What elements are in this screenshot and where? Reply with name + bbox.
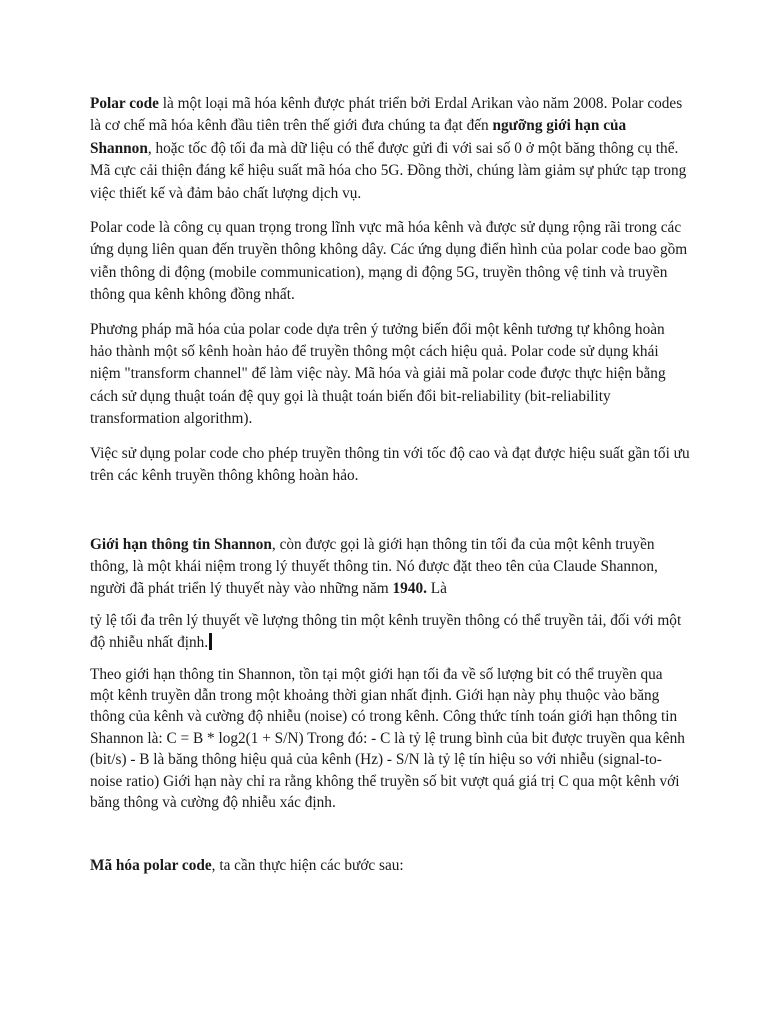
paragraph-polar-code-intro	[90, 93, 690, 205]
paragraph-text: tỷ lệ tối đa trên lý thuyết về lượng thông tin một kênh truyền thông có thể truyền tải, đối với một độ nhiễu nhất định.	[90, 611, 682, 652]
paragraph-text: , ta cần thực hiện các bước sau:	[211, 857, 404, 875]
paragraph-text: , hoặc tốc độ tối đa mà dữ liệu có thể được gửi đi với sai số 0 ở một băng thông cụ thể. Mã cực cải thiện đáng kể hiệu suất mã hóa cho 5G. Đồng thời, chúng làm giảm sự phức tạp trong việc thiết kế và đảm bảo chất lượng dịch vụ.	[90, 139, 687, 202]
paragraph-polar-code-applications: Polar code là công cụ quan trọng trong lĩnh vực mã hóa kênh và được sử dụng rộng rãi trong các ứng dụng liên quan đến truyền thông không dây. Các ứng dụng điển hình của polar code bao gồm viễn thông di động (mobile communication), mạng di động 5G, truyền thông vệ tinh và truyền thông qua kênh không đồng nhất.	[90, 219, 688, 304]
paragraph-encoding-steps	[90, 855, 690, 877]
term-shannon-limit: ngưỡng giới hạn của Shannon	[90, 117, 627, 157]
paragraph-shannon-formula: Theo giới hạn thông tin Shannon, tồn tại một giới hạn tối đa về số lượng bit có thể truyền qua một kênh truyền dẫn trong một khoảng thời gian nhất định. Giới hạn này phụ thuộc vào băng thông của kênh và cường độ nhiễu (noise) có trong kênh. Công thức tính toán giới hạn thông tin Shannon là: C = B * log2(1 + S/N) Trong đó: - C là tỷ lệ trung bình của bit được truyền qua kênh (bit/s) - B là băng thông hiệu quả của kênh (Hz) - S/N là tỷ lệ tín hiệu so với nhiễu (signal-to-noise ratio) Giới hạn này chỉ ra rằng không thể truyền số bit vượt quá giá trị C qua một kênh với băng thông và cường độ nhiễu xác định.	[90, 665, 685, 811]
document-page	[90, 93, 690, 878]
term-polar-encoding: Mã hóa polar code	[90, 857, 212, 875]
text-cursor	[209, 633, 212, 650]
paragraph-shannon-limit-intro	[90, 534, 690, 601]
term-shannon-info-limit: Giới hạn thông tin Shannon	[90, 535, 272, 553]
paragraph-polar-code-method: Phương pháp mã hóa của polar code dựa trên ý tưởng biến đổi một kênh tương tự không hoàn hảo thành một số kênh hoàn hảo để truyền thông một cách hiệu quả. Polar code sử dụng khái niệm "transform channel" để làm việc này. Mã hóa và giải mã polar code được thực hiện bằng cách sử dụng thuật toán đệ quy gọi là thuật toán biến đổi bit-reliability (bit-reliability transformation algorithm).	[90, 320, 666, 428]
paragraph-shannon-definition[interactable]	[90, 610, 690, 655]
paragraph-polar-code-benefit: Việc sử dụng polar code cho phép truyền thông tin với tốc độ cao và đạt được hiệu suất gần tối ưu trên các kênh truyền thông không hoàn hảo.	[90, 444, 690, 485]
term-year-1940: 1940.	[392, 580, 427, 598]
paragraph-text: , còn được gọi là giới hạn thông tin tối đa của một kênh truyền thông, là một khái niệm trong lý thuyết thông tin. Nó được đặt theo tên của Claude Shannon, người đã phát triển lý thuyết này vào những năm	[90, 535, 658, 598]
paragraph-text: là một loại mã hóa kênh được phát triển bởi Erdal Arikan vào năm 2008. Polar codes là cơ chế mã hóa kênh đầu tiên trên thế giới đưa chúng ta đạt đến	[90, 95, 683, 135]
paragraph-text: Là	[426, 580, 447, 598]
term-polar-code: Polar code	[90, 95, 159, 112]
